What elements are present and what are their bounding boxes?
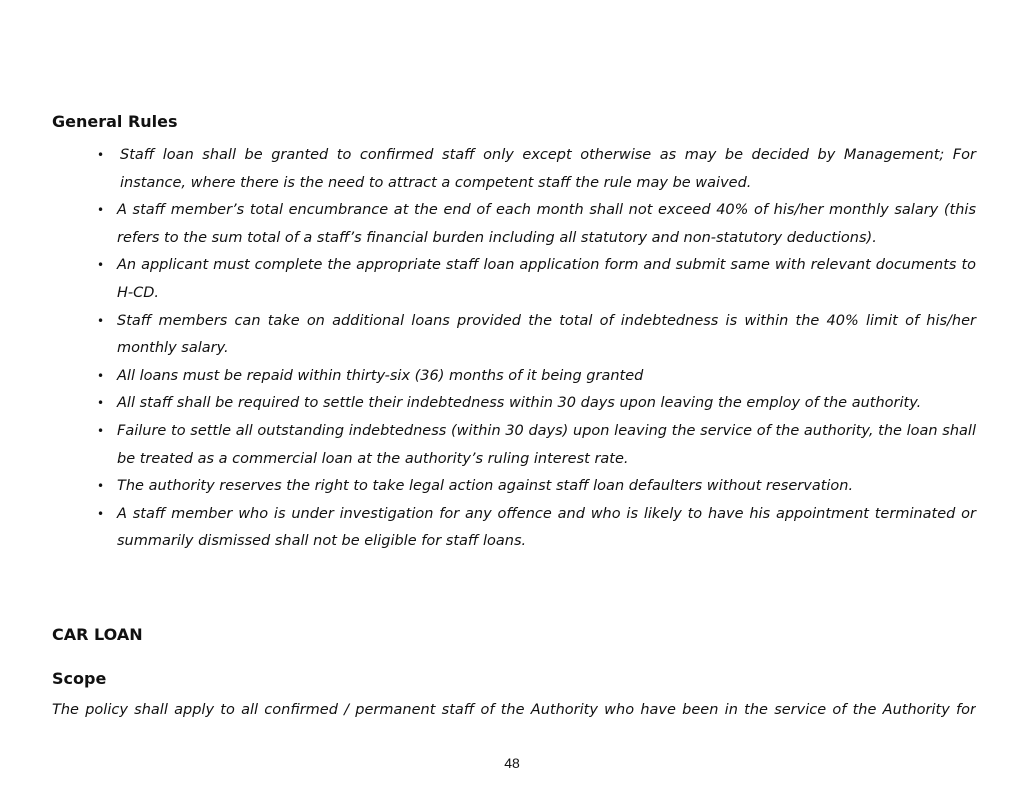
rule-item <box>92 473 976 501</box>
rule-text: An applicant must complete the appropriate staff loan application form and submit same with relevant documents to H-CD. <box>117 257 976 301</box>
rule-item <box>92 390 976 418</box>
general-rules-list <box>92 142 976 556</box>
bullet-icon: • <box>97 506 105 521</box>
rule-item <box>92 363 976 391</box>
rule-item <box>92 142 976 197</box>
page-number: 48 <box>504 755 520 771</box>
rule-item <box>92 197 976 252</box>
rule-item <box>92 308 976 363</box>
bullet-icon: • <box>97 148 105 162</box>
rule-text: A staff member’s total encumbrance at the end of each month shall not exceed 40% of his/her monthly salary (this refers to the sum total of a staff’s financial burden including all statutory and non-statutory deductions). <box>117 202 976 246</box>
rule-text: All staff shall be required to settle their indebtedness within 30 days upon leaving the employ of the authority. <box>117 395 922 412</box>
rule-item <box>92 418 976 473</box>
car-loan-heading: CAR LOAN <box>52 625 143 644</box>
bullet-icon: • <box>97 368 105 383</box>
rule-item <box>92 501 976 556</box>
general-rules-heading: General Rules <box>52 112 178 131</box>
bullet-icon: • <box>97 258 105 273</box>
rule-text: The authority reserves the right to take legal action against staff loan defaulters without reservation. <box>117 478 854 495</box>
scope-heading: Scope <box>52 669 107 688</box>
bullet-icon: • <box>97 423 105 438</box>
rule-item <box>92 252 976 307</box>
bullet-icon: • <box>97 479 105 494</box>
rule-text: Staff loan shall be granted to confirmed staff only except otherwise as may be decided by Management; For instance, where there is the need to attract a competent staff the rule may be waived. <box>120 147 976 191</box>
bullet-icon: • <box>97 396 105 411</box>
bullet-icon: • <box>97 203 105 218</box>
rule-text: A staff member who is under investigation for any offence and who is likely to have his appointment terminated or summarily dismissed shall not be eligible for staff loans. <box>117 505 976 550</box>
rule-text: Failure to settle all outstanding indebtedness (within 30 days) upon leaving the service of the authority, the loan shall be treated as a commercial loan at the authority’s ruling interest rate. <box>117 422 976 467</box>
scope-paragraph: The policy shall apply to all confirmed / permanent staff of the Authority who have been in the service of the Authority for <box>52 702 976 718</box>
rule-text: Staff members can take on additional loans provided the total of indebtedness is within the 40% limit of his/her monthly salary. <box>117 312 976 357</box>
rule-text: All loans must be repaid within thirty-six (36) months of it being granted <box>117 367 644 384</box>
bullet-icon: • <box>97 313 105 328</box>
